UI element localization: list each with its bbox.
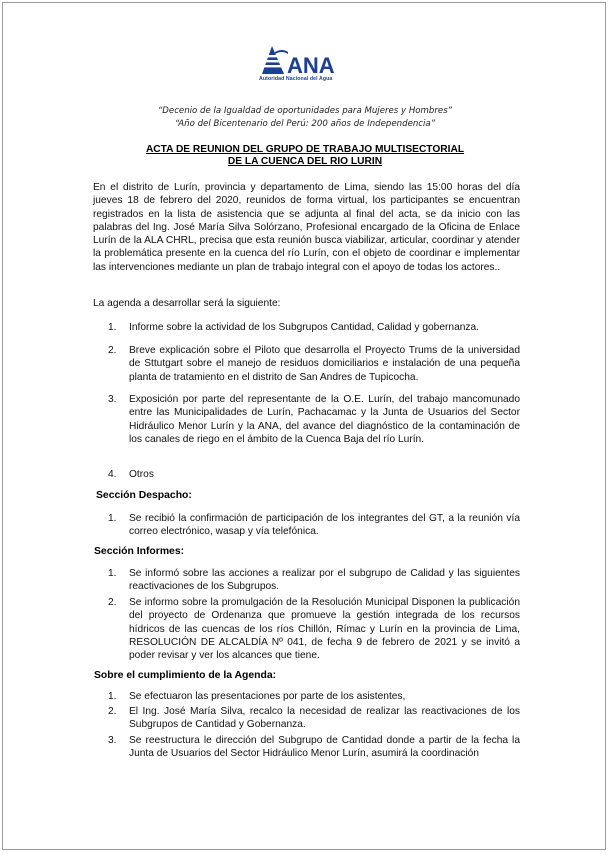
svg-text:ANA: ANA (287, 53, 335, 78)
logo-subtitle: Autoridad Nacional del Agua (259, 76, 333, 82)
motto-line-2: “Año del Bicentenario del Perú: 200 años de Independencia” (174, 119, 436, 129)
item-number: 1. (108, 691, 117, 702)
item-number: 2. (108, 345, 117, 356)
item-number: 3. (108, 394, 117, 405)
item-number: 2. (108, 706, 117, 717)
item-number: 2. (108, 597, 117, 608)
document-title-line-1: ACTA DE REUNION DEL GRUPO DE TRABAJO MULTISECTORIAL (145, 144, 465, 155)
item-text: Se informó sobre las acciones a realizar por el subgrupo de Calidad y las siguientes reactivaciones de los Subgrupos. (129, 568, 520, 593)
motto-line-1: “Decenio de la Igualdad de oportunidades para Mujeres y Hombres” (157, 106, 453, 116)
item-text: El Ing. José María Silva, recalco la necesidad de realizar las reactivaciones de los Subgrupos de Cantidad y Gobernanza. (129, 706, 520, 730)
intro-paragraph: En el distrito de Lurín, provincia y departamento de Lima, siendo las 15:00 horas del día jueves 18 de febrero del 2020, reunidos de forma virtual, los participantes se encuentran registrados en la lista de asistencia que se adjunta al final del acta, se da inicio con las palabras del Ing. José María Silva Solórzano, Profesional encargado de la Oficina de Enlace Lurín de la ALA CHRL, precisa que esta reunión busca viabilizar, articular, coordinar y atender la problemática presente en la cuenca del río Lurín, con el objeto de coordinar e implementar las intervenciones mediante un plan de trabajo integral con el apoyo de todas los actores.. (93, 182, 520, 273)
item-number: 3. (108, 735, 117, 746)
item-number: 4. (108, 469, 117, 480)
item-text: Se reestructura le dirección del Subgrupo de Cantidad donde a partir de la fecha la Junta de Usuarios del Sector Hidráulico Menor Lurín, asumirá la coordinación (129, 735, 520, 759)
item-text: Informe sobre la actividad de los Subgrupos Cantidad, Calidad y gobernanza. (129, 322, 479, 333)
item-number: 1. (108, 568, 117, 579)
section-heading-informes: Sección Informes: (94, 546, 185, 557)
item-text: Se efectuaron las presentaciones por parte de los asistentes, (129, 691, 406, 702)
item-text: Se recibió la confirmación de participación de los integrantes del GT, a la reunión vía correo electrónico, wasap y vía telefónica. (129, 513, 520, 538)
item-text: Otros (129, 469, 154, 480)
item-number: 1. (108, 513, 117, 524)
agenda-intro: La agenda a desarrollar será la siguiente: (93, 298, 281, 309)
ana-wave-icon (258, 44, 368, 78)
item-number: 1. (108, 322, 117, 333)
item-text: Exposición por parte del representante de la O.E. Lurín, del trabajo mancomunado entre las Municipalidades de Lurín, Pachacamac y la Junta de Usuarios del Sector Hidráulico Menor Lurín y la ANA, del avance del diagnóstico de la contaminación de los canales de riego en el ámbito de la Cuenca Baja del río Lurín. (129, 394, 520, 445)
document-title-line-2: DE LA CUENCA DEL RIO LURIN (227, 156, 383, 167)
section-heading-cumplimiento: Sobre el cumplimiento de la Agenda: (94, 670, 277, 681)
item-text: Se informo sobre la promulgación de la Resolución Municipal Disponen la publicación del proyecto de Ordenanza que promueve la gestión integrada de los recursos hídricos de las cuencas de los ríos Chillón, Rímac y Lurín en la provincia de Lima, RESOLUCIÓN DE ALCALDÍA Nº 041, de fecha 9 de febrero de 2021 y se invitó a poder revisar y ver los alcances que tiene. (129, 597, 520, 662)
item-text: Breve explicación sobre el Piloto que desarrolla el Proyecto Trums de la universidad de Sttutgart sobre el manejo de residuos domiciliarios e instalación de una pequeña planta de tratamiento en el distrito de San Andres de Tupicocha. (129, 345, 520, 383)
section-heading-despacho: Sección Despacho: (96, 490, 192, 501)
